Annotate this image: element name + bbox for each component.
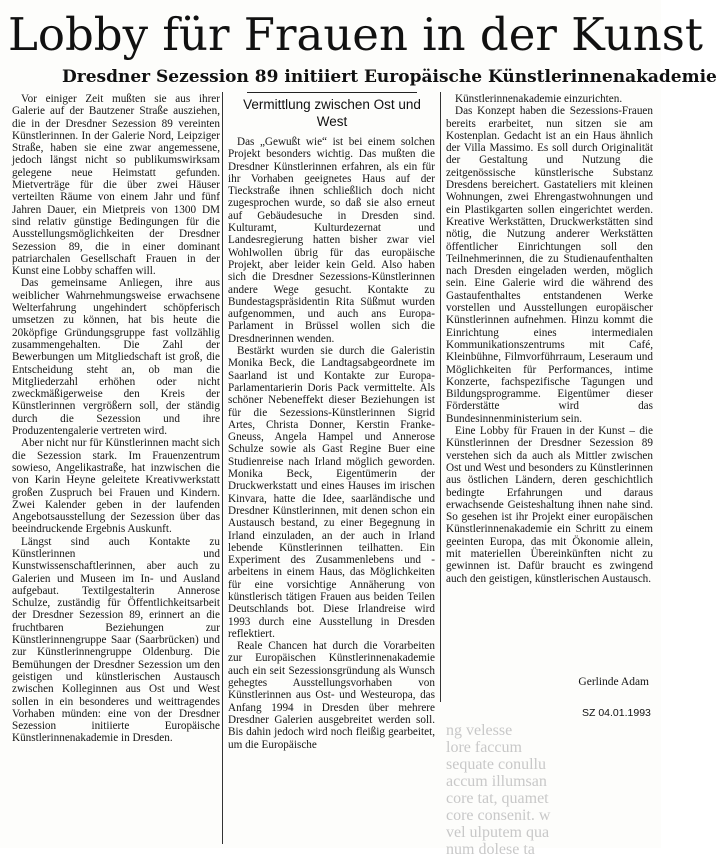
bleed-line: core tat, quamet: [446, 790, 549, 807]
section-heading-box: [229, 92, 435, 132]
paragraph: Aber nicht nur für Künstlerinnen macht sich die Sezession stark. Im Frauenzentrum sowieso, Angelikastraße, hat inzwischen die von Karin Heyne geleitete Kreativwerkstatt großen Zuspruch bei Frauen und Kindern. Zwei Kalender geben in der laufenden Angebotsausstellung der Sezession über das beeindruckende Ergebnis Auskunft.: [12, 437, 220, 536]
bleed-line: accum illumsan: [446, 773, 547, 790]
subheadline: Dresdner Sezession 89 initiiert Europäische Künstlerinnenakademie: [62, 67, 717, 87]
paragraph: Künstlerinnenakademie einzurichten.: [455, 93, 623, 105]
bleed-line: sequate conullu: [446, 756, 546, 773]
bleed-line: vel ulputem qua: [446, 824, 550, 841]
bleed-line: core consenit. w: [446, 807, 551, 824]
article-column-1: [12, 93, 220, 845]
author-signature: Gerlinde Adam: [578, 676, 649, 688]
column-divider-2: [440, 92, 441, 702]
paragraph: Bestärkt wurden sie durch die Galeristin Monika Beck, die Landtagsabgeordnete im Saarland ist und Kontakte zur Europa-Parlamentarierin Doris Pack vermittelte. Als schöner Nebeneffekt dieser Beziehungen ist für die Sezessions-Künstlerinnen Sigrid Artes, Christa Donner, Kerstin Franke-Gneuss, Angela Hampel und Annerose Schulze sowie als Gast Regine Buer eine Studienreise nach Irland möglich geworden. Monika Beck, Eigentümerin der Druckwerkstatt und eines Hauses im irischen Kinvara, hatte die Idee, saarländische und Dresdner Künstlerinnen, mit denen schon ein Austausch bestand, zu einer Begegnung in Irland einzuladen, an der auch in Irland lebende Künstlerinnen teilhatten. Ein Experiment des Zusammenlebens und -arbeitens in einem Haus, das Möglichkeiten für eine vorsichtige Annäherung von künstlerisch tätigen Frauen aus beiden Teilen Deutschlands bot. Diese Irlandreise wird 1993 durch eine Ausstellung in Dresden reflektiert.: [228, 345, 435, 640]
article-column-2: [228, 136, 435, 845]
paragraph: Das Konzept haben die Sezessions-Frauen bereits erarbeitet, nun sitzen sie am Kostenplan. Gedacht ist an ein Haus ähnlich der Villa Massimo. Es soll durch Originalität der Gestaltung und Nutzung die zeitgenössische künstlerische Substanz Dresdens bereichert. Gastateliers mit kleinen Wohnungen, zwei Ehrengastwohnungen und ein Plastikgarten sollen eingerichtet werden. Kreative Werkstätten, Druckwerkstätten sind nötig, die Nutzung anderer Werkstätten öffentlicher Einrichtungen soll den Teilnehmerinnen, die zu Studienaufenthalten nach Dresden eingeladen werden, möglich sein. Eine Galerie wird die während des Gastaufenthaltes entstandenen Werke vorstellen und Ausstellungen europäischer Künstlerinnen aufnehmen. Hinzu kommt die Einrichtung eines intermedialen Kommunikationszentrums mit Café, Kleinbühne, Filmvorführraum, Leseraum und Möglichkeiten für Performances, intime Konzerte, fachspezifische Tagungen und Bildungsprogramme. Eigentümer dieser Förderstätte wird das Bundesinnenministerium sein.: [446, 105, 653, 425]
column-divider-1: [222, 92, 223, 844]
bleed-line: ng velesse: [446, 722, 513, 739]
source-date: SZ 04.01.1993: [582, 707, 651, 719]
section-heading: Vermittlung zwischen Ost und West: [243, 97, 421, 129]
bleed-line: lore faccum: [446, 739, 522, 756]
heading-rule-top: [247, 92, 417, 93]
paragraph: Das „Gewußt wie“ ist bei einem solchen Projekt besonders wichtig. Das mußten die Dresdner Künstlerinnen erfahren, als ein für ihr Vorhaben geeignetes Haus auf der Tieckstraße ihnen schließlich doch nicht zugesprochen wurde, so daß sie also erneut auf Gebäudesuche in Dresden sind. Kulturamt, Kulturdezernat und Landesregierung hatten bisher zwar viel Wohlwollen übrig für das europäische Projekt, aber leider kein Geld. Also haben sich die Dresdner Sezessions-Künstlerinnen andere Wege gesucht. Kontakte zu Bundestagspräsidentin Rita Süßmut wurden aufgenommen, und auch ans Europa-Parlament in Brüssel wollen sich die Dresdnerinnen wenden.: [228, 136, 435, 345]
paragraph: Vor einiger Zeit mußten sie aus ihrer Galerie auf der Bautzener Straße ausziehen, die in der Dresdner Sezession 89 vereinten Künstlerinnen. In der Galerie Nord, Leipziger Straße, haben sie eine zwar angemessene, jedoch längst nicht so publikumswirksam gelegene neue Heimstatt gefunden. Mietverträge für die über zwei Häuser verteilten Räume von einem Jahr und fünf Jahren Dauer, ein Mietpreis von 1300 DM sind relativ günstige Bedingungen für die Ausstellungsmöglichkeiten der Dresdner Sezession 89, die in einer dominant patriarchalen Gesellschaft Frauen in der Kunst eine Lobby schaffen will.: [12, 93, 220, 278]
bleedthrough-text: [446, 722, 661, 858]
paragraph: Eine Lobby für Frauen in der Kunst – die Künstlerinnen der Dresdner Sezession 89 verstehen sich da auch als Mittler zwischen Ost und West und besonders zu Künstlerinnen aus östlichen Ländern, deren geschichtlich bedingte Erfahrungen und daraus erwachsende Geisteshaltung ihnen nahe sind. So gesehen ist ihr Projekt einer europäischen Künstlerinnenakademie ein Schritt zu einem geeinten Europa, das mit Ökonomie allein, mit materiellen Übereinkünften nicht zu gewinnen ist. Dafür braucht es zwingend auch den geistigen, künstlerischen Austausch.: [446, 425, 653, 585]
headline: Lobby für Frauen in der Kunst: [8, 8, 703, 61]
bleed-line: num dolese ta: [446, 841, 535, 858]
paragraph: Das gemeinsame Anliegen, ihre aus weiblicher Wahrnehmungsweise erwachsene Welterfahrung ungehindert schöpferisch umsetzen zu können, hat bis heute die 20köpfige Gründungsgruppe fast vollzählig zusammengehalten. Die Zahl der Bewerbungen um Mitgliedschaft ist groß, die Entscheidung steht an, ob man die Mitgliederzahl erhöhen oder nicht zweckmäßigerweise den Kreis der Künstlerinnen vergrößern soll, der ständig durch die Sezession und ihre Produzentengalerie vertreten wird.: [12, 277, 220, 438]
paragraph: Längst sind auch Kontakte zu Künstlerinnen und Kunstwissenschaftlerinnen, aber auch zu Galerien und Museen im In- und Ausland aufgebaut. Textilgestalterin Annerose Schulze, zuständig für Öffentlichkeitsarbeit der Dresdner Sezession 89, erinnert an die fruchtbaren Beziehungen zur Künstlerinnengruppe Saar (Saarbrücken) und zur Künstlerinnengruppe Oldenburg. Die Bemühungen der Dresdner Sezession um den geistigen und künstlerischen Austausch zwischen Kolleginnen aus Ost und West sollen in ein besonderes und weittragendes Vorhaben münden: eine von der Dresdner Sezession initiierte Europäische Künstlerinnenakademie in Dresden.: [12, 535, 220, 745]
article-column-3: [446, 93, 653, 705]
paragraph: Reale Chancen hat durch die Vorarbeiten zur Europäischen Künstlerinnenakademie auch ein seit Sezessionsgründung als Wunsch gehegtes Ausstellungsvorhaben von Künstlerinnen aus Ost- und Westeuropa, das Anfang 1994 in Dresden über mehrere Dresdner Galerien ausgebreitet werden soll. Bis dahin jedoch wird noch fleißig gearbeitet, um die Europäische: [228, 640, 435, 751]
